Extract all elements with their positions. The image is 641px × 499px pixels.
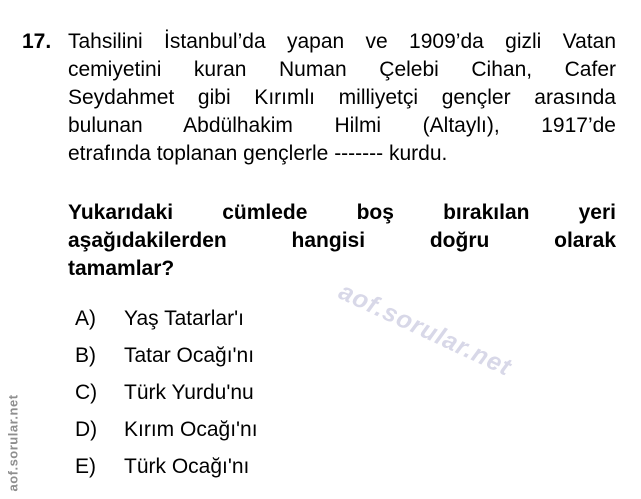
option-text-c: Türk Yurdu'nu xyxy=(124,381,254,404)
option-letter-a: A) xyxy=(75,307,96,330)
question-prompt-line: Yukarıdaki cümlede boş bırakılan yeri xyxy=(68,201,616,224)
option-row-b[interactable] xyxy=(75,342,258,370)
question-body xyxy=(68,28,616,168)
options-list xyxy=(75,305,258,490)
question-prompt-line: aşağıdakilerden hangisi doğru olarak xyxy=(68,229,616,252)
option-letter-d: D) xyxy=(75,418,98,441)
question-body-line: Seydahmet gibi Kırımlı milliyetçi gençler arasında xyxy=(68,86,616,109)
option-letter-b: B) xyxy=(75,344,96,367)
question-body-line: etrafında toplanan gençlerle ------- kurdu. xyxy=(68,142,448,165)
question-body-line: bulunan Abdülhakim Hilmi (Altaylı), 1917’de xyxy=(68,114,616,137)
option-text-e: Türk Ocağı'nı xyxy=(124,455,250,478)
option-text-a: Yaş Tatarlar'ı xyxy=(124,307,244,330)
option-text-b: Tatar Ocağı'nı xyxy=(124,344,255,367)
option-row-d[interactable] xyxy=(75,416,258,444)
option-letter-c: C) xyxy=(75,381,98,404)
question-prompt-line: tamamlar? xyxy=(68,257,175,280)
option-text-d: Kırım Ocağı'nı xyxy=(124,418,258,441)
question-number: 17. xyxy=(22,30,52,53)
option-row-c[interactable] xyxy=(75,379,258,407)
option-letter-e: E) xyxy=(75,455,96,478)
option-row-e[interactable] xyxy=(75,453,258,481)
watermark-vertical: aof.sorular.net xyxy=(5,394,21,492)
option-row-a[interactable] xyxy=(75,305,258,333)
question-body-line: Tahsilini İstanbul’da yapan ve 1909’da gizli Vatan xyxy=(68,30,616,53)
question-prompt xyxy=(68,199,616,283)
question-body-line: cemiyetini kuran Numan Çelebi Cihan, Cafer xyxy=(68,58,616,81)
watermark-diagonal: aof.sorular.net xyxy=(334,277,516,382)
